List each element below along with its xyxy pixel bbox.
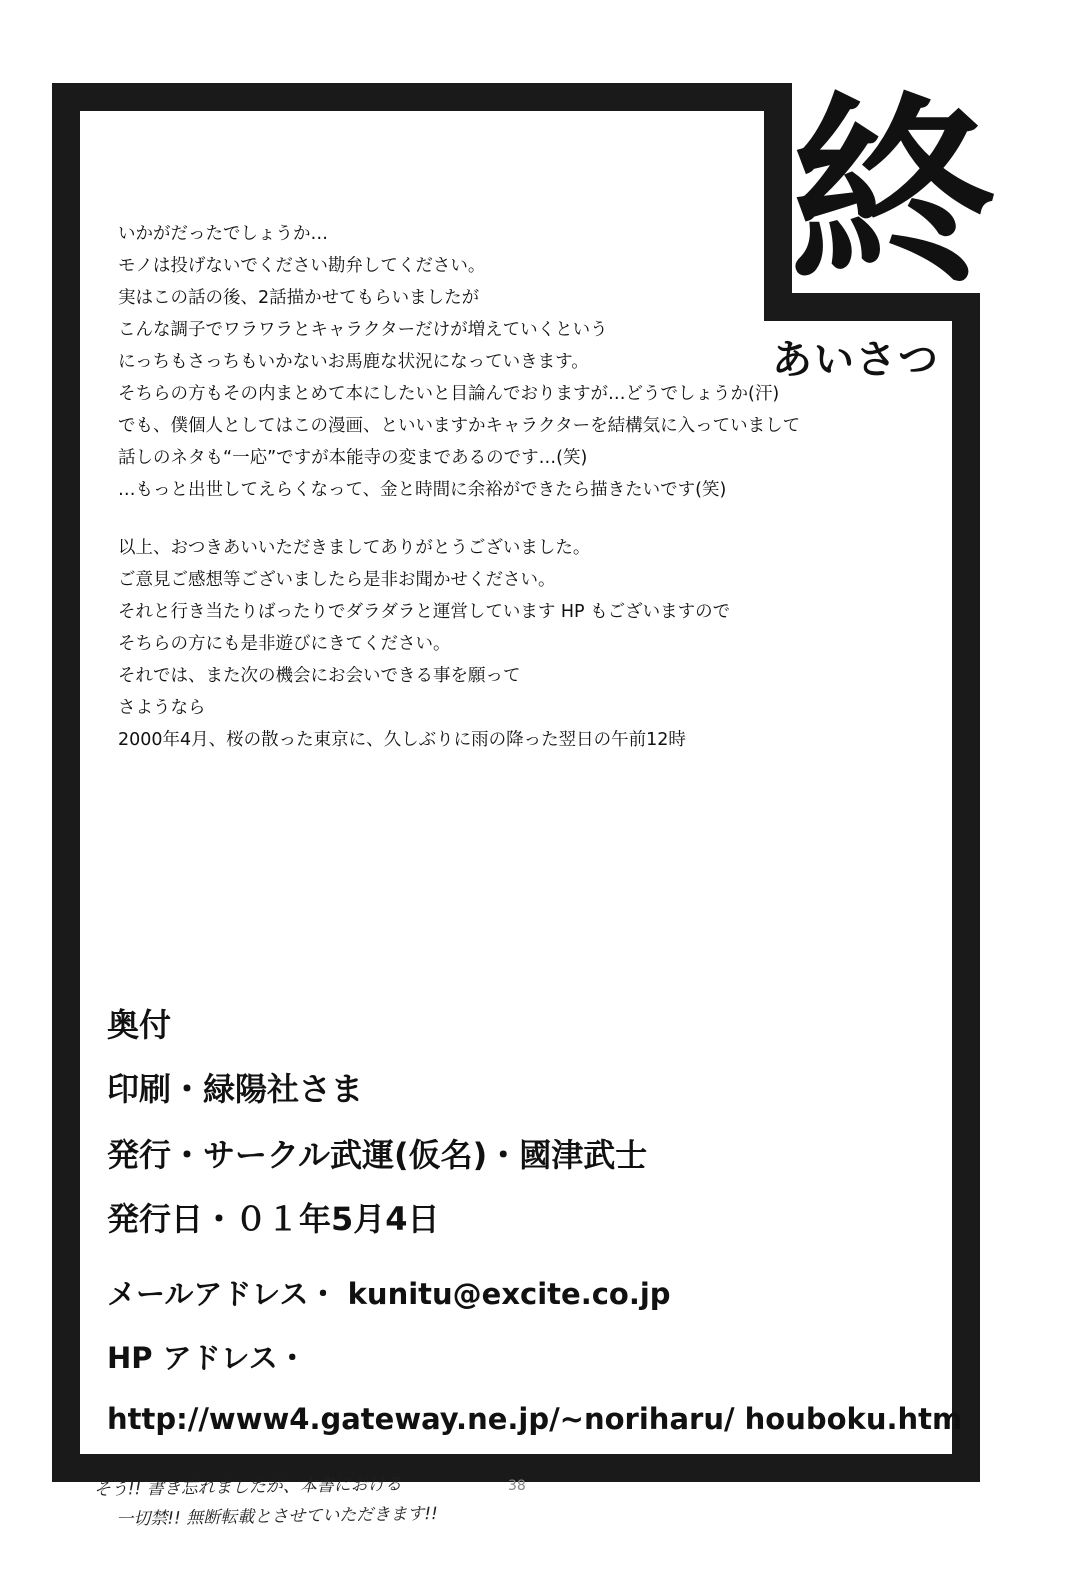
closing-line: それでは、また次の機会にお会いできる事を願って	[118, 666, 521, 686]
closing-line: ご意見ご感想等ございましたら是非お聞かせください。	[118, 570, 556, 590]
colophon-hp-label: HP アドレス・	[107, 1341, 307, 1375]
colophon-heading: 奥付	[107, 1006, 172, 1044]
colophon-printing: 印刷・緑陽社さま	[107, 1070, 364, 1108]
colophon-date: 発行日・０１年5月4日	[107, 1200, 440, 1238]
afterword-line: にっちもさっちもいかないお馬鹿な状況になっていきます。	[118, 352, 589, 372]
afterword-text	[118, 218, 878, 756]
end-mark: 終	[790, 76, 996, 314]
closing-line: さようなら	[118, 698, 206, 718]
afterword-line: こんな調子でワラワラとキャラクターだけが増えていくという	[118, 320, 608, 340]
afterword-line: でも、僕個人としてはこの漫画、といいますかキャラクターを結構気に入っていまして	[118, 416, 801, 436]
closing-line: それと行き当たりばったりでダラダラと運営しています HP もございますので	[118, 602, 731, 622]
greeting-title: あいさつ	[772, 337, 940, 383]
afterword-line: 実はこの話の後、2話描かせてもらいましたが	[118, 288, 480, 308]
colophon-publisher: 発行・サークル武運(仮名)・國津武士	[107, 1136, 648, 1174]
afterword-line: 話しのネタも“一応”ですが本能寺の変まであるのです…(笑)	[118, 448, 588, 468]
closing-line: そちらの方にも是非遊びにきてください。	[118, 634, 451, 654]
colophon-url: http://www4.gateway.ne.jp/~noriharu/ houboku.htm	[107, 1402, 963, 1436]
handwritten-note	[94, 1469, 439, 1535]
afterword-line: モノは投げないでください勘弁してください。	[118, 256, 486, 276]
closing-line: 2000年4月、桜の散った東京に、久しぶりに雨の降った翌日の午前12時	[118, 730, 686, 750]
page-number: 38	[508, 1478, 526, 1494]
colophon-mail: メールアドレス・ kunitu@excite.co.jp	[107, 1277, 671, 1311]
afterword-line: いかがだったでしょうか…	[118, 224, 328, 244]
note-line: そう!! 書き忘れましたが、本書における	[93, 1474, 402, 1500]
afterword-line: そちらの方もその内まとめて本にしたいと目論んでおりますが…どうでしょうか(汗)	[118, 384, 780, 404]
closing-line: 以上、おつきあいいただきましてありがとうございました。	[118, 538, 591, 558]
note-line: 一切禁!! 無断転載とさせていただきます!!	[116, 1504, 439, 1530]
afterword-line: …もっと出世してえらくなって、金と時間に余裕ができたら描きたいです(笑)	[118, 480, 727, 500]
